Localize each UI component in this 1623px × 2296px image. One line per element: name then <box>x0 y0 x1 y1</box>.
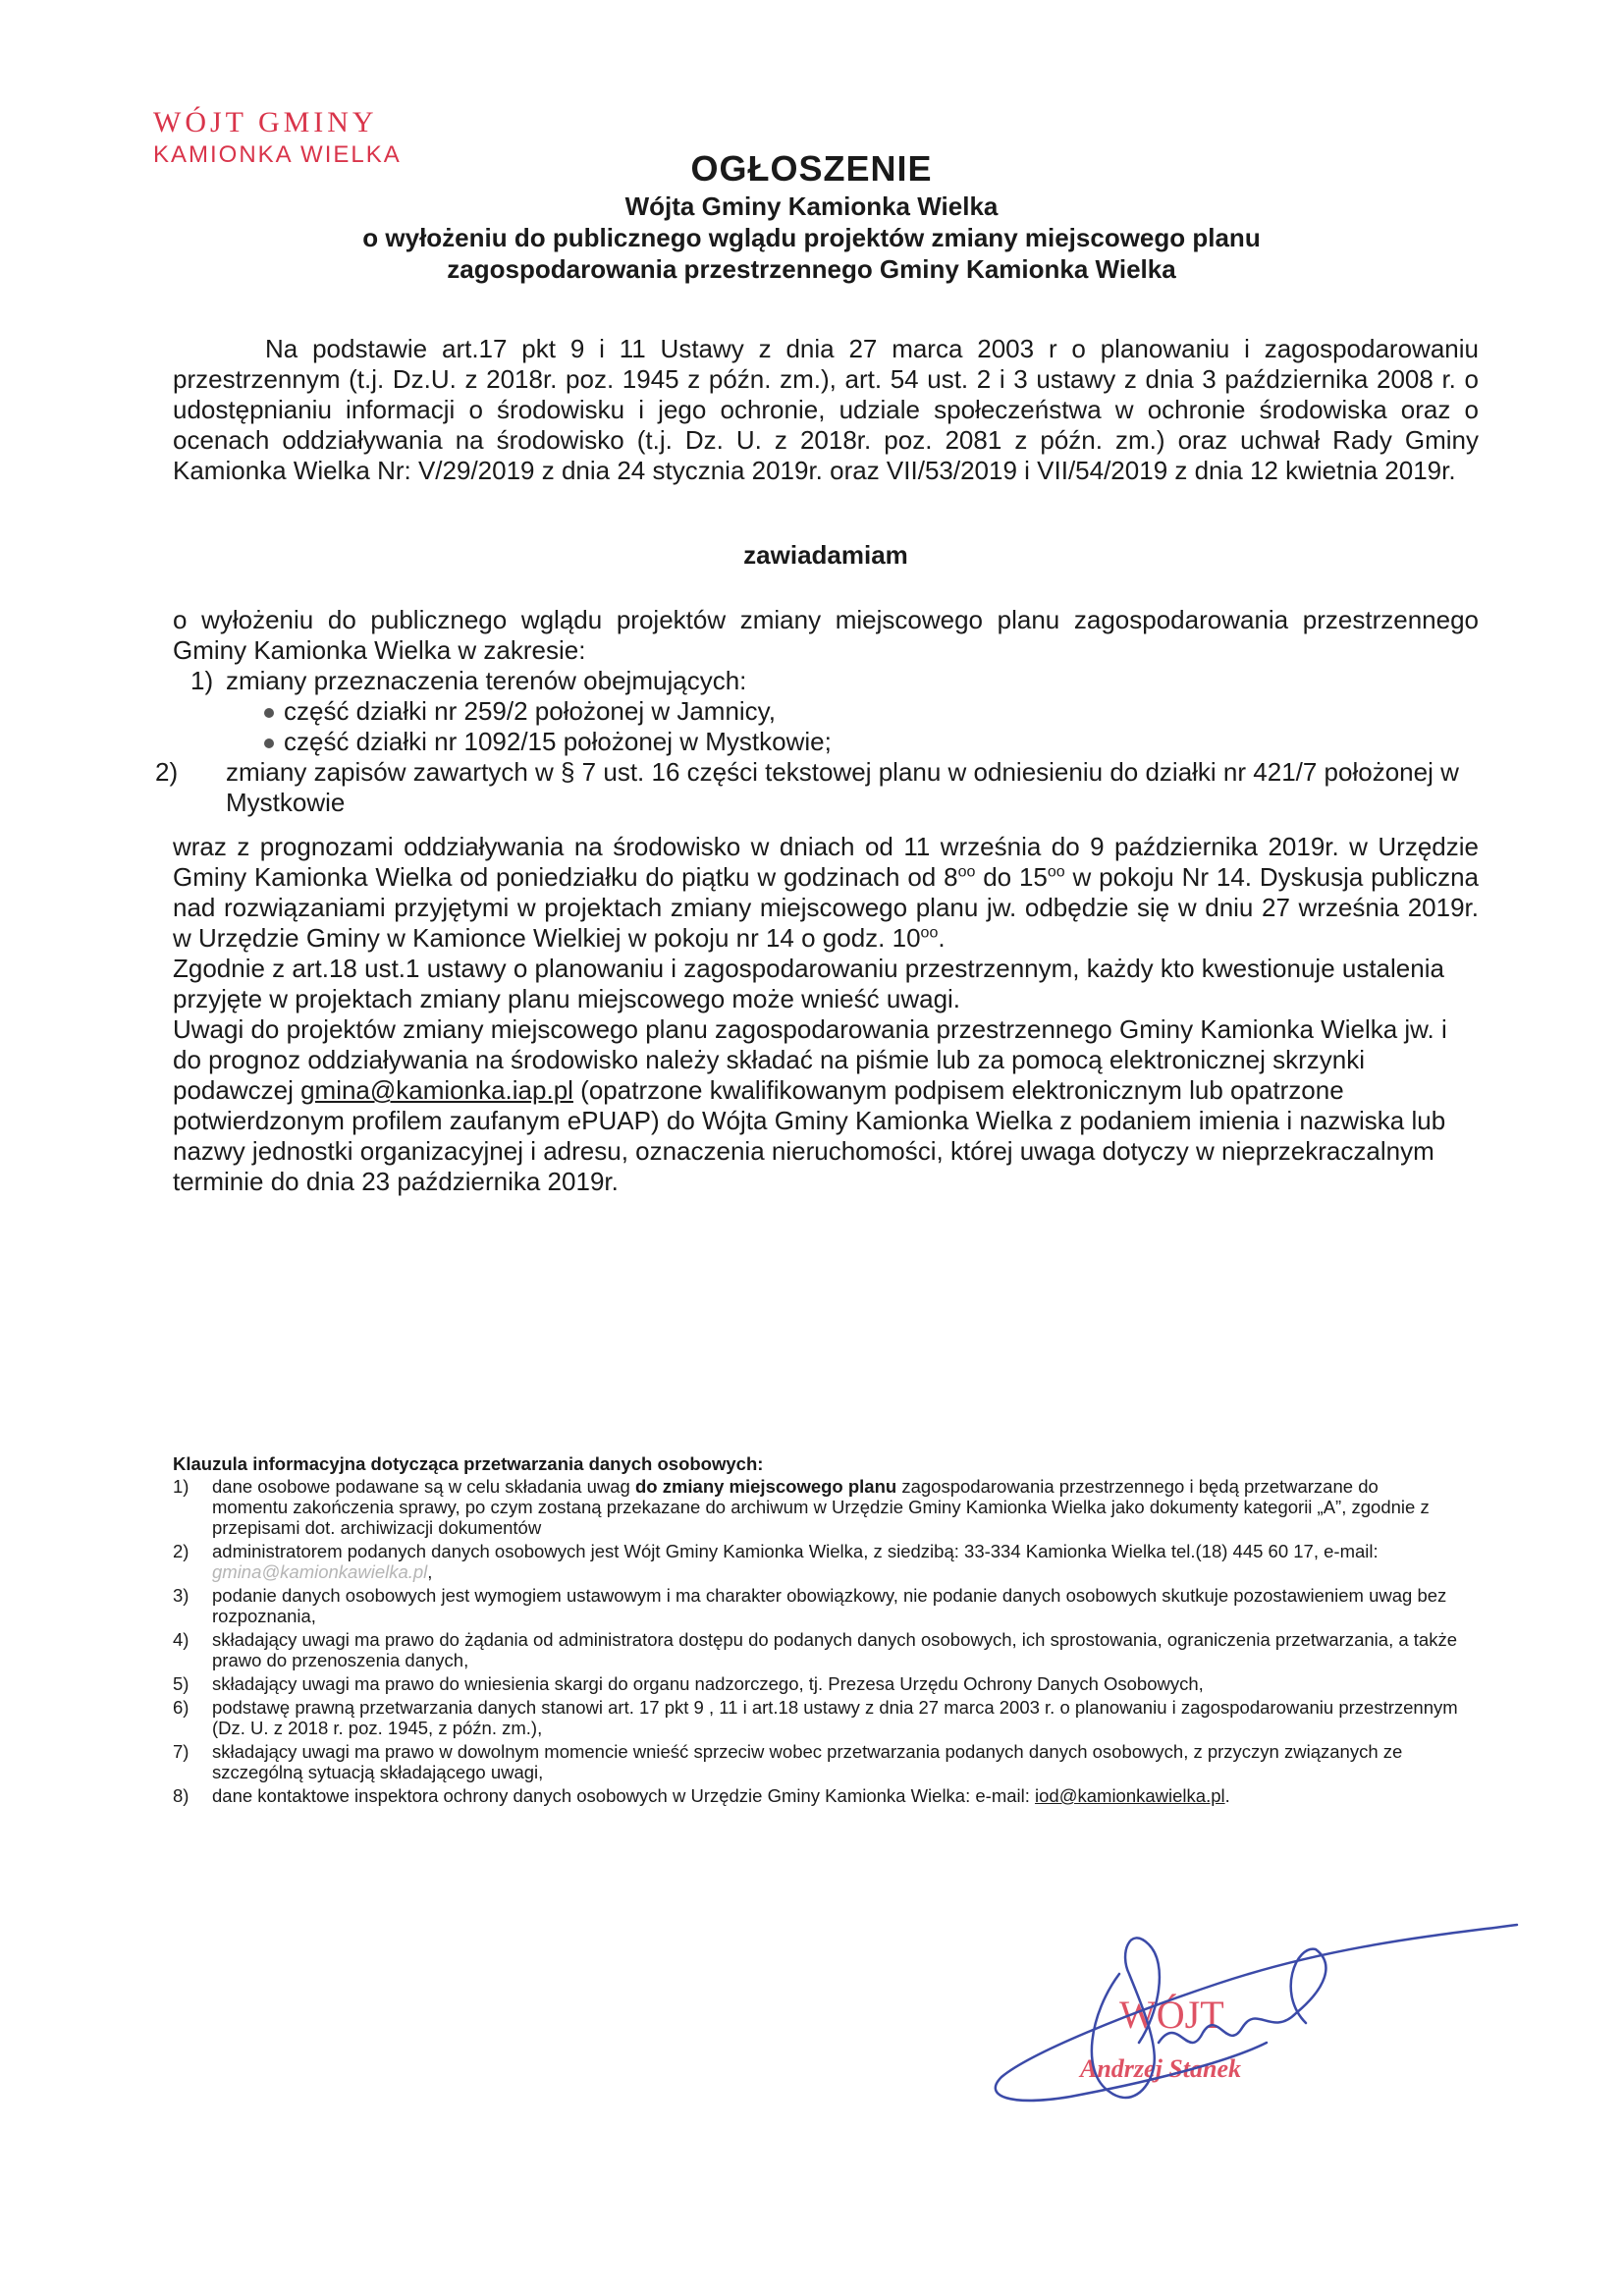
dates-text-1: wraz z prognozami oddziaływania na środowisko w dniach od 11 września do 9 października 2019r. w Urzędzie Gminy Kamionka Wielka od poniedziałku do piątku w godzinach od 8 <box>173 832 1479 892</box>
clause-text: podstawę prawną przetwarzania danych stanowi art. 17 pkt 9 , 11 i art.18 ustawy z dnia 27 marca 2003 r. o planowaniu i zagospodarowaniu przestrzennym (Dz. U. z 2018 r. poz. 1945, z późn. zm.), <box>212 1697 1458 1738</box>
bullet-text: część działki nr 1092/15 położonej w Mystkowie; <box>284 727 832 756</box>
dates-text-3: w pokoju Nr 14. Dyskusja publiczna nad rozwiązaniami przyjętymi w projektach zmiany miejscowego planu jw. odbędzie się w dniu 27 września 2019r. w Urzędzie Gminy w Kamionce Wielkiej w pokoju nr 14 o godz. 10 <box>173 862 1479 953</box>
clause-text: składający uwagi ma prawo do wniesienia skargi do organu nadzorczego, tj. Prezesa Urzędu Ochrony Danych Osobowych, <box>212 1673 1204 1694</box>
clause-text: dane kontaktowe inspektora ochrony danych osobowych w Urzędzie Gminy Kamionka Wielka: e-mail: <box>212 1785 1036 1806</box>
remarks-paragraph <box>173 1014 1479 1197</box>
document-title: OGŁOSZENIE <box>690 148 933 189</box>
clause-item <box>173 1741 1459 1782</box>
time-superscript: oo <box>920 924 939 942</box>
remarks-text-2: (opatrzone kwalifikowanym podpisem elektronicznym lub opatrzone potwierdzonym profilem zaufanym ePUAP) do Wójta Gminy Kamionka Wielka z podaniem imienia i nazwiska lub nazwy jednostki organizacyjnej i adresu, oznaczenia nieruchomości, której uwaga dotyczy w nieprzekraczalnym terminie do dnia 23 października 2019r. <box>173 1075 1446 1196</box>
list-item-number: 2) <box>155 757 179 787</box>
clause-item <box>173 1541 1459 1582</box>
data-protection-clause <box>173 1453 1459 1809</box>
clause-item <box>173 1585 1459 1626</box>
header-line-3: zagospodarowania przestrzennego Gminy Kamionka Wielka <box>447 254 1176 284</box>
header-line-1: Wójta Gminy Kamionka Wielka <box>624 191 999 221</box>
clause-item <box>173 1785 1459 1806</box>
scope-intro-paragraph: o wyłożeniu do publicznego wglądu projektów zmiany miejscowego planu zagospodarowania przestrzennego Gminy Kamionka Wielka w zakresie: <box>173 605 1479 665</box>
header-line-2: o wyłożeniu do publicznego wglądu projektów zmiany miejscowego planu <box>362 223 1261 252</box>
clause-text: , <box>427 1561 433 1582</box>
clause-item <box>173 1629 1459 1670</box>
clause-number: 1) <box>173 1476 189 1497</box>
clause-text: zagospodarowania przestrzennego i będą przetwarzane do momentu zakończenia sprawy, po czym zostaną przekazane do archiwum w Urzędzie Gminy Kamionka Wielka jako dokumenty kategorii „A”, zgodnie z przepisami dot. archiwizacji dokumentów <box>212 1476 1430 1538</box>
signature-stamp-name: Andrzej Stanek <box>1080 2054 1241 2083</box>
iod-email-link[interactable]: iod@kamionkawielka.pl <box>1035 1785 1225 1806</box>
clause-list <box>173 1476 1459 1806</box>
clause-number: 6) <box>173 1697 189 1718</box>
signature-stroke <box>996 1925 1517 2101</box>
signature-stamp <box>982 1905 1532 2131</box>
clause-text: podanie danych osobowych jest wymogiem ustawowym i ma charakter obowiązkowy, nie podanie danych osobowych skutkuje pozostawieniem uwag bez rozpoznania, <box>212 1585 1447 1626</box>
list-item <box>190 666 1479 757</box>
list-item-text: zmiany przeznaczenia terenów obejmujących: <box>226 666 747 695</box>
clause-item <box>173 1697 1459 1738</box>
bullet-text: część działki nr 259/2 położonej w Jamnicy, <box>284 696 776 726</box>
bullet-item <box>264 696 1479 727</box>
clause-item <box>173 1476 1459 1538</box>
clause-number: 8) <box>173 1785 189 1806</box>
clause-item <box>173 1673 1459 1694</box>
time-superscript: oo <box>957 863 976 881</box>
remarks-text-1: Uwagi do projektów zmiany miejscowego planu zagospodarowania przestrzennego Gminy Kamionka Wielka jw. i do prognoz oddziaływania na środowisko należy składać na piśmie lub za pomocą elektronicznej skrzynki podawczej <box>173 1014 1447 1105</box>
clause-text: składający uwagi ma prawo w dowolnym momencie wnieść sprzeciw wobec przetwarzania podanych danych osobowych, z przyczyn związanych ze szczególną sytuacją składającego uwagi, <box>212 1741 1403 1782</box>
stamp-line-2: KAMIONKA WIELKA <box>153 141 402 168</box>
clause-text: . <box>1224 1785 1230 1806</box>
stamp-line-1: WÓJT GMINY <box>153 106 378 138</box>
list-item <box>155 757 1479 818</box>
document-body <box>155 334 1479 1197</box>
email-link[interactable]: gmina@kamionka.iap.pl <box>300 1075 573 1105</box>
bullet-item <box>264 727 1479 757</box>
document-header <box>0 147 1623 285</box>
bullet-icon <box>264 738 274 748</box>
faded-email: gmina@kamionkawielka.pl <box>212 1561 428 1582</box>
legal-basis-paragraph: Na podstawie art.17 pkt 9 i 11 Ustawy z dnia 27 marca 2003 r o planowaniu i zagospodarowaniu przestrzennym (t.j. Dz.U. z 2018r. poz. 1945 z późn. zm.), art. 54 ust. 2 i 3 ustawy z dnia 3 października 2008 r. o udostępnianiu informacji o środowisku i jego ochronie, udziale społeczeństwa w ochronie środowiska oraz o ocenach oddziaływania na środowisko (t.j. Dz. U. z 2018r. poz. 2081 z późn. zm.) oraz uchwał Rady Gminy Kamionka Wielka Nr: V/29/2019 z dnia 24 stycznia 2019r. oraz VII/53/2019 i VII/54/2019 z dnia 12 kwietnia 2019r. <box>173 334 1479 485</box>
clause-number: 2) <box>173 1541 189 1561</box>
signature-stamp-title: WÓJT <box>1119 1993 1224 2037</box>
list-item-number: 1) <box>190 666 214 695</box>
clause-number: 7) <box>173 1741 189 1762</box>
clause-number: 5) <box>173 1673 189 1694</box>
art18-paragraph: Zgodnie z art.18 ust.1 ustawy o planowaniu i zagospodarowaniu przestrzennym, każdy kto kwestionuje ustalenia przyjęte w projektach zmiany planu miejscowego może wnieść uwagi. <box>173 954 1444 1013</box>
clause-text: dane osobowe podawane są w celu składania uwag <box>212 1476 635 1497</box>
bullet-list <box>190 696 1479 757</box>
clause-number: 3) <box>173 1585 189 1606</box>
notify-heading: zawiadamiam <box>743 540 908 570</box>
dates-paragraph <box>173 832 1479 954</box>
list-item-text: zmiany zapisów zawartych w § 7 ust. 16 części tekstowej planu w odniesieniu do działki nr 421/7 położonej w Mystkowie <box>226 757 1459 817</box>
clause-number: 4) <box>173 1629 189 1650</box>
dates-text-4: . <box>938 923 946 953</box>
time-superscript: oo <box>1047 863 1065 881</box>
clause-bold-text: do zmiany miejscowego planu <box>634 1476 897 1497</box>
dates-text-2: do 15 <box>975 862 1048 892</box>
bullet-icon <box>264 708 274 718</box>
clause-text: administratorem podanych danych osobowych jest Wójt Gminy Kamionka Wielka, z siedzibą: 33-334 Kamionka Wielka tel.(18) 445 60 17, e-mail: <box>212 1541 1379 1561</box>
clause-title: Klauzula informacyjna dotycząca przetwarzania danych osobowych: <box>173 1453 764 1474</box>
scope-list <box>155 666 1479 818</box>
clause-text: składający uwagi ma prawo do żądania od administratora dostępu do podanych danych osobowych, ich sprostowania, ograniczenia przetwarzania, a także prawo do przenoszenia danych, <box>212 1629 1457 1670</box>
